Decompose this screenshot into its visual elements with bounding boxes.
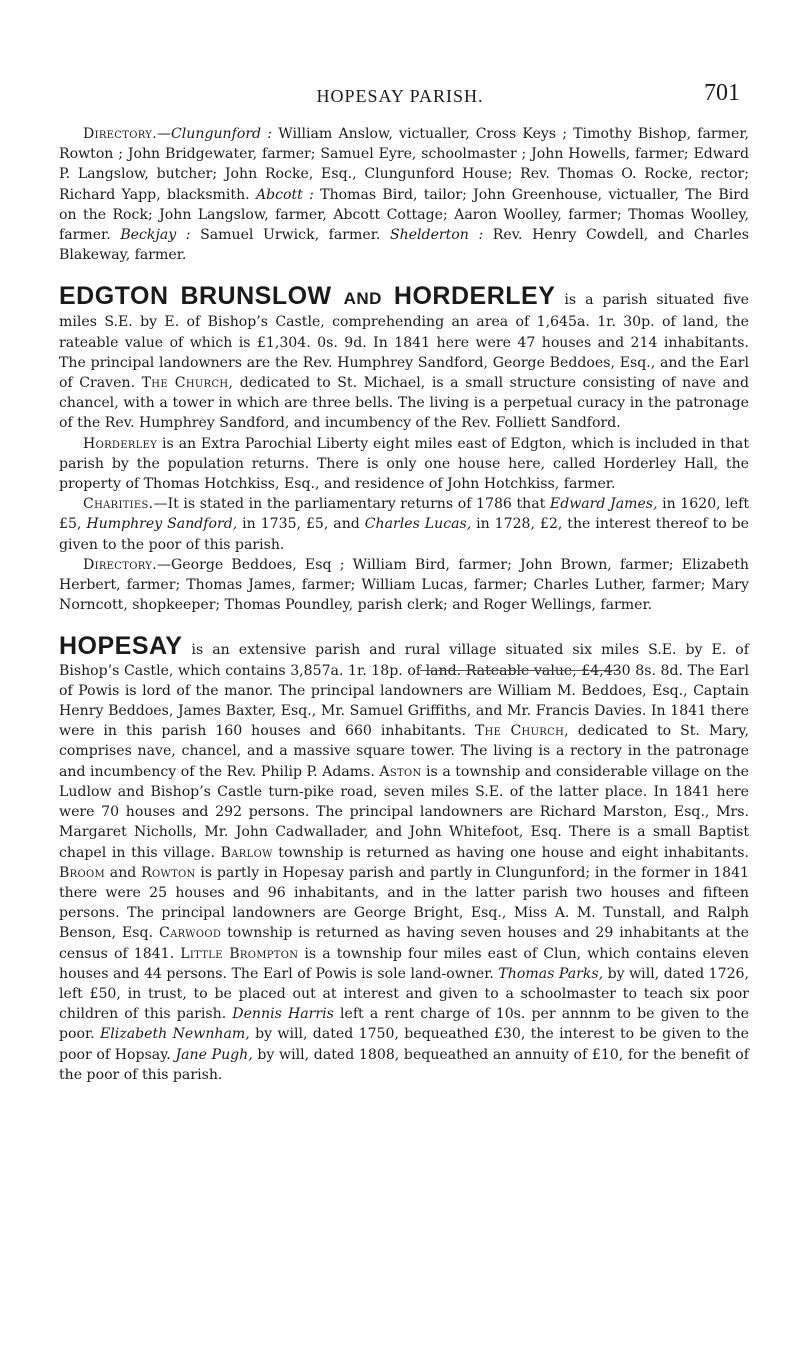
dash: — [156,126,171,142]
edgton-intro-paragraph [59,283,749,433]
edgton-heading-part2: HORDERLEY [393,282,556,311]
clungunford-residents: William Anslow, victualler, Cross Keys ; Timothy Bishop, farmer, Rowton ; John Bridgewater, farmer; Samuel Eyre, schoolmaster ; John Howells, farmer; Edward P. Langslow, butcher; John Rocke, Esq., Clungunford House; Rev. Thomas O. Rocke, rector; Richard Yapp, blacksmith. [59,126,749,203]
charity-text: left a rent charge of 10s. per annnm to be given to the poor. [59,1006,749,1043]
charities-text: in 1735, £5, and [237,516,365,533]
body-text [59,124,749,1085]
edgton-heading [59,282,555,310]
charity-donor: Thomas Parks, [498,965,604,982]
shelderton-residents: Rev. Henry Cowdell, and Charles Blakeway, farmer. [59,227,749,264]
charities-paragraph [59,494,749,555]
hopesay-intro-text: is an extensive parish and rural village situated six miles S.E. by E. of Bishop’s Castle, which contains 3,857a. 1r. 18p. of land. Rateable value, £4,430 8s. 8d. The Earl of Powis is lord of the manor. The principal landowners are William M. Beddoes, Esq., Captain Henry Beddoes, James Baxter, Esq., Mr. Samuel Griffiths, and Mr. Francis Davies. In 1841 there were in this parish 160 houses and 660 inhabitants. [59,642,749,740]
broom-rowton-text: is partly in Hopesay parish and partly in Clungunford; in the former in 1841 there were 25 houses and 96 inhabitants, and in the latter parish two houses and fifteen persons. The principal landowners are George Bright, Esq., Miss A. M. Tunstall, and Ralph Benson, Esq. [59,864,750,942]
beckjay-residents: Samuel Urwick, farmer. [190,227,390,244]
barlow-label: Barlow [220,844,273,861]
place-abcott: Abcott : [255,186,314,203]
edgton-church-label: The Church, [141,375,234,392]
barlow-text: township is returned as having one house and eight inhabitants. [272,844,749,861]
charity-donor: Humphrey Sandford, [86,516,238,533]
page-number: 701 [704,80,740,106]
broom-and: and [105,864,142,881]
broom-label: Broom [59,864,106,881]
hopesay-heading: HOPESAY [59,632,183,661]
place-shelderton: Shelderton : [389,227,484,244]
charity-donor: Dennis Harris [232,1006,334,1023]
charities-text: —It is stated in the parliamentary returns of 1786 that [153,496,550,513]
place-beckjay: Beckjay : [120,227,191,244]
edgton-heading-and: AND [343,289,382,309]
directory-label: Directory. [83,126,157,142]
edgton-directory-paragraph [59,555,749,616]
charities-label: Charities. [83,496,154,513]
edgton-heading-part1: EDGTON BRUNSLOW [59,282,332,311]
abcott-residents: Thomas Bird, tailor; John Greenhouse, victualler, The Bird on the Rock; John Langslow, farmer, Abcott Cottage; Aaron Woolley, farmer; Thomas Woolley, farmer. [59,186,749,244]
little-brompton-text: is a township four miles east of Clun, which contains eleven houses and 44 persons. The Earl of Powis is sole land-owner. [59,945,750,982]
hopesay-church-text: dedicated to St. Mary, comprises nave, chancel, and a massive square tower. The living is a rectory in the patronage and incumbency of the Rev. Philip P. Adams. [59,723,749,780]
hopesay-paragraph [59,633,749,1084]
charity-donor: Edward James, [549,496,658,513]
hopesay-church-label: The Church, [474,723,569,740]
charity-donor: Jane Pugh, [175,1046,253,1063]
charity-text: by will, dated 1726, left £50, in trust, to be placed out at interest and given to a schoolmaster to teach six poor children of this parish. [59,965,749,1023]
edgton-intro-text: is a parish situated five miles S.E. by E. of Bishop’s Castle, comprehending an area of 1,645a. 1r. 30p. of land, the rateable value of which is £1,304. 0s. 9d. In 1841 here were 47 houses and 214 inhabitants. The principal landowners are the Rev. Humphrey Sandford, George Beddoes, Esq., and the Earl of Craven. [59,292,749,392]
horderley-text: is an Extra Parochial Liberty eight miles east of Edgton, which is included in that parish by the population returns. There is only one house here, called Horderley Hall, the property of Thomas Hotchkiss, Esq., and residence of John Hotchkiss, farmer. [59,435,749,493]
directory-clungunford-paragraph [59,124,749,265]
horderley-label: Horderley [83,435,158,452]
place-clungunford: Clungunford : [171,126,273,142]
horderley-paragraph [59,434,749,495]
section-divider-rule [420,670,620,671]
charity-donor: Charles Lucas, [364,516,472,533]
charity-text: by will, dated 1750, bequeathed £30, the interest to be given to the poor of Hopsay. [59,1026,750,1063]
aston-label: Aston [379,763,422,780]
carwood-text: township is returned as having seven houses and 29 inhabitants at the census of 1841. [59,925,749,962]
aston-text: is a township and considerable village on the Ludlow and Bishop’s Castle turn-pike road, seven miles S.E. of the latter place. In 1841 here were 70 houses and 292 persons. The principal landowners are Richard Marston, Esq., Mrs. Margaret Nicholls, Mr. John Cadwallader, and John Whitefoot, Esq. There is a small Baptist chapel in this village. [59,763,749,861]
little-brompton-label: Little Brompton [180,945,299,962]
charity-donor: Elizabeth Newnham, [100,1026,250,1043]
charities-text: in 1620, left £5, [59,496,749,533]
directory-label: Directory. [83,556,157,573]
rowton-label: Rowton [141,864,196,881]
carwood-label: Carwood [159,925,222,942]
running-title: HOPESAY PARISH. [316,86,484,106]
charity-text: by will, dated 1808, bequeathed an annuity of £10, for the benefit of the poor of this parish. [59,1046,749,1083]
edgton-directory-text: —George Beddoes, Esq ; William Bird, farmer; John Brown, farmer; Elizabeth Herbert, farmer; Thomas James, farmer; William Lucas, farmer; Charles Luther, farmer; Mary Norncott, shopkeeper; Thomas Poundley, parish clerk; and Roger Wellings, farmer. [59,556,749,614]
edgton-church-text: dedicated to St. Michael, is a small structure consisting of nave and chancel, with a tower in which are three bells. The living is a perpetual curacy in the patronage of the Rev. Humphrey Sandford, and incumbency of the Rev. Folliett Sandford. [59,375,750,432]
charities-text: in 1728, £2, the interest thereof to be given to the poor of this parish. [59,516,750,553]
